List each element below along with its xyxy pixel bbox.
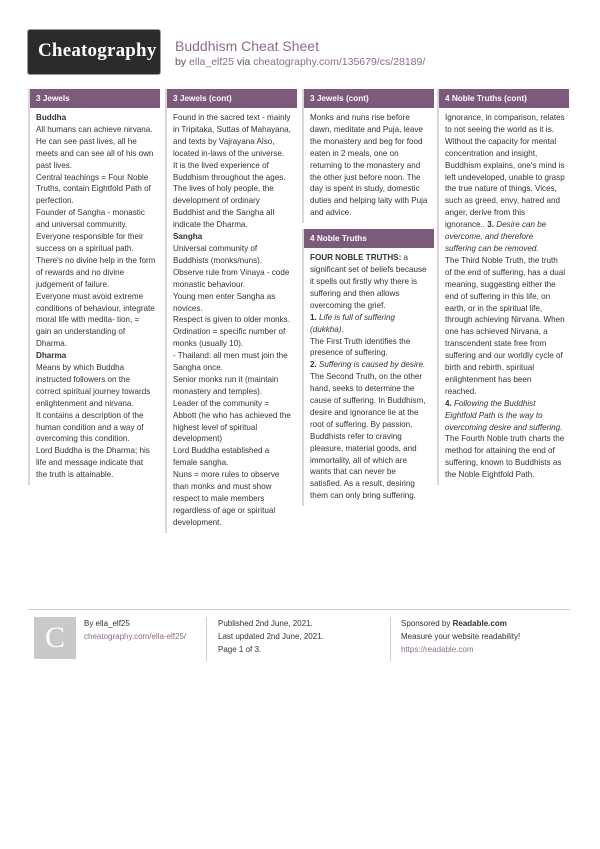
text-block: FOUR NOBLE TRUTHS: a significant set of beliefs because it spells out firstly why there is suffering and then allows overcoming the grief.	[310, 253, 427, 310]
footer-separator	[390, 617, 391, 661]
text-block: Ignorance, in comparison, relates to not seeing the world as it is. Without the capacity for mental concentration and insight, Buddhism explains, one's mind is left undeveloped, unable to grasp the true nature of things. Vices, such as greed, envy, hatred and anger, derive from this ignorance.. 3. Desire can be overcome, and therefore suffering can be removed.	[445, 113, 565, 253]
text-line: There's no divine help in the form of rewards and no divine judgement of failure.	[36, 255, 156, 289]
truth-2: 2. Suffering is caused by desire. The Second Truth, on the other hand, seeks to determine the cause of suffering. In Buddhism, desire and ignorance lie at the root of suffering. By passion, Buddhists refer to craving pleasure, material goods, and immortality, all of which are wants that can never be satisfied. As a result, desiring them can only bring suffering.	[310, 360, 426, 501]
section-body	[30, 108, 160, 485]
text-line: - Thailand: all men must join the Sangha once.	[173, 351, 288, 373]
column-1	[28, 89, 160, 485]
author-profile-link[interactable]: cheatography.com/ella-elf25/	[84, 632, 187, 641]
section-3-jewels-cont-2	[302, 89, 434, 223]
sponsor-name: Readable.com	[452, 619, 507, 628]
footer-author	[84, 617, 186, 643]
text-block: Monks and nuns rise before dawn, meditate and Puja, leave the monastery and beg for food eaten in 2 meals, one on returning to the monastery and the other just before noon. The day is spent in study, domestic duties and helping laity with Puja and advice.	[310, 113, 428, 218]
text-line: The lives of holy people, the development of ordinary Buddhist and the Sangha all indicate the Dharma.	[173, 184, 275, 230]
section-body	[439, 108, 569, 485]
page-count: Page 1 of 3.	[218, 645, 262, 654]
logo-text: Cheatography	[38, 40, 157, 61]
text-line: Everyone responsible for their success on a spiritual path.	[36, 232, 144, 253]
text-line: Senior monks run it (maintain monastery and temples).	[173, 374, 279, 396]
footer-sponsor: Sponsored by Readable.com Measure your website readability! https://readable.com	[401, 619, 521, 654]
text-line: Lord Buddha is the Dharma; his life and message indicate that the truth is attainable.	[36, 446, 150, 480]
section-body	[167, 108, 297, 533]
text-block: The Fourth Noble truth charts the method for attaining the end of suffering, known to Buddhists as the Noble Eightfold Path.	[445, 434, 565, 480]
text-line: Means by which Buddha instructed followers on the correct spiritual journey towards enlightenment and nirvana.	[36, 363, 151, 408]
section-body	[304, 108, 434, 223]
text-line: Founder of Sangha - monastic and universal community.	[36, 208, 145, 230]
column-4	[437, 89, 569, 485]
text-line: Everyone must avoid extreme conditions of behaviour, integrate moral life with medita- tion, = gain an understanding of Dharma.	[36, 291, 155, 349]
text-line: Observe rule from Vinaya - code monastic behaviour.	[173, 267, 290, 289]
section-4-noble-truths-cont	[437, 89, 569, 485]
text-line: Young men enter Sangha as novices.	[173, 291, 276, 313]
updated-date: Last updated 2nd June, 2021.	[218, 632, 324, 641]
section-header: 3 Jewels (cont)	[304, 89, 434, 108]
section-header: 3 Jewels (cont)	[167, 89, 297, 108]
text-block: The First Truth identifies the presence of suffering.	[310, 336, 411, 358]
buddha-title: Buddha	[36, 113, 67, 122]
text-line: Found in the sacred text - mainly in Tripitaka, Suttas of Mahayana, and texts by Vajrayana Also, located in-laws of the universe.	[173, 113, 291, 158]
sangha-title: Sangha	[173, 232, 203, 242]
section-header: 3 Jewels	[30, 89, 160, 108]
section-body	[304, 248, 434, 506]
footer-by: By ella_elf25	[84, 619, 130, 628]
text-line: All humans can achieve nirvana.	[36, 124, 153, 134]
text-line: Universal community of Buddhists (monks/nuns).	[173, 243, 263, 265]
section-4-noble-truths	[302, 229, 434, 506]
text-line: Respect is given to older monks.	[173, 315, 290, 325]
text-line: Leader of the community = Abbott (he who has achieved the highest level of spiritual development)	[173, 398, 291, 444]
text-line: It is the lived experience of Buddhism throughout the ages.	[173, 160, 286, 182]
byline: by ella_elf25 via cheatography.com/135679/cs/28189/	[175, 56, 426, 68]
footer-dates	[218, 617, 324, 656]
text-line: He can see past lives, all he meets and can see all of his own past lives.	[36, 136, 154, 170]
section-header: 4 Noble Truths	[304, 229, 434, 248]
section-3-jewels	[28, 89, 160, 485]
author-link[interactable]: ella_elf25	[189, 56, 234, 68]
truth-4-title: 4. Following the Buddhist Eightfold Path is the way to overcoming desire and suffering.	[445, 398, 563, 432]
section-3-jewels-cont	[165, 89, 297, 533]
text-line: Lord Buddha established a female sangha.	[173, 446, 270, 468]
section-header: 4 Noble Truths (cont)	[439, 89, 569, 108]
truth-1-title: 1. Life is full of suffering (dukkha).	[310, 312, 396, 334]
column-2	[165, 89, 297, 533]
page-title: Buddhism Cheat Sheet	[175, 38, 319, 54]
sponsor-text: Measure your website readability!	[401, 632, 521, 641]
dharma-title: Dharma	[36, 351, 67, 361]
published-date: Published 2nd June, 2021.	[218, 619, 313, 628]
text-line: It contains a description of the human condition and a way of overcoming this condition.	[36, 410, 144, 444]
text-line: Nuns = more rules to observe than monks and must show respect to male members regardless of age or spiritual development.	[173, 470, 280, 527]
avatar: C	[34, 617, 76, 659]
text-line: Central teachings = Four Noble Truths, contain Eightfold Path of perfection.	[36, 172, 151, 206]
sponsor-link[interactable]: https://readable.com	[401, 645, 474, 654]
sheet-url-link[interactable]: cheatography.com/135679/cs/28189/	[253, 56, 426, 68]
footer-divider	[28, 609, 570, 610]
column-3	[302, 89, 434, 506]
cheatography-logo[interactable]	[28, 30, 160, 74]
text-block: The Third Noble Truth, the truth of the end of suffering, has a dual meaning, suggesting either the end of suffering in this life, on earth, or in the spiritual life, through achieving Nirvana. When one has achieved Nirvana, a transcendent state free from suffering and our worldly cycle of birth and rebirth, spiritual enlightenment has been reached.	[445, 255, 565, 396]
text-line: Ordination = specific number of monks (usually 10).	[173, 327, 286, 349]
footer-separator	[206, 617, 207, 661]
